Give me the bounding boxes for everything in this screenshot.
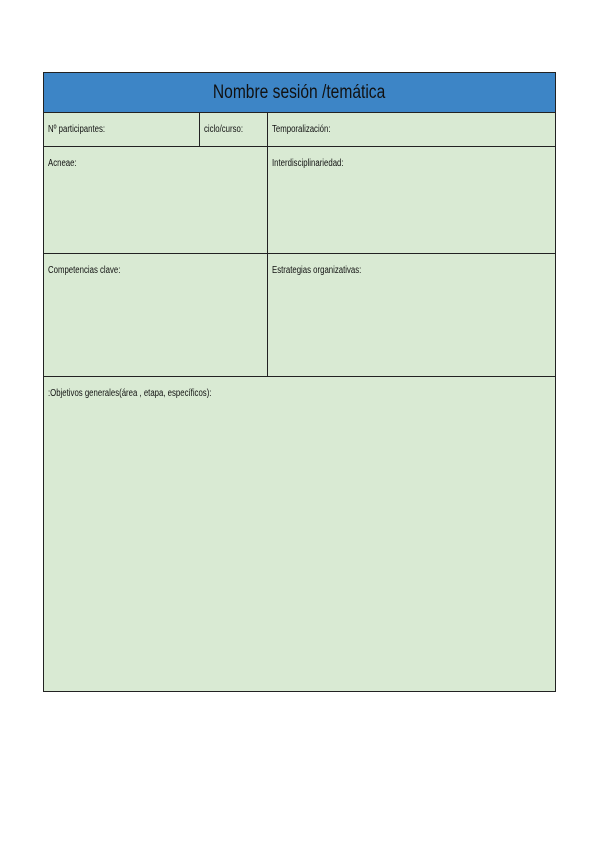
key-competences-cell[interactable] xyxy=(44,260,267,281)
row3-divider xyxy=(44,376,555,377)
interdisciplinarity-cell[interactable] xyxy=(268,153,557,174)
participants-label: Nº participantes: xyxy=(48,124,106,135)
key-competences-label: Competencias clave: xyxy=(48,265,121,276)
interdisciplinarity-label: Interdisciplinariedad: xyxy=(272,158,344,169)
acneae-label: Acneae: xyxy=(48,158,77,169)
form-title-text: Nombre sesión /temática xyxy=(213,81,386,103)
acneae-cell[interactable] xyxy=(44,153,267,174)
cycle-course-label: ciclo/curso: xyxy=(204,124,244,135)
cycle-course-cell[interactable] xyxy=(200,119,267,140)
organizational-strategies-cell[interactable] xyxy=(268,260,557,281)
scheduling-cell[interactable] xyxy=(268,119,557,140)
row1-divider xyxy=(44,146,555,147)
scheduling-label: Temporalización: xyxy=(272,124,331,135)
general-objectives-cell[interactable] xyxy=(44,383,557,404)
organizational-strategies-label: Estrategias organizativas: xyxy=(272,265,362,276)
participants-cell[interactable] xyxy=(44,119,199,140)
session-form xyxy=(43,72,556,692)
row2-divider xyxy=(44,253,555,254)
general-objectives-label: :Objetivos generales(área , etapa, específicos): xyxy=(48,388,212,399)
form-title xyxy=(44,73,555,113)
